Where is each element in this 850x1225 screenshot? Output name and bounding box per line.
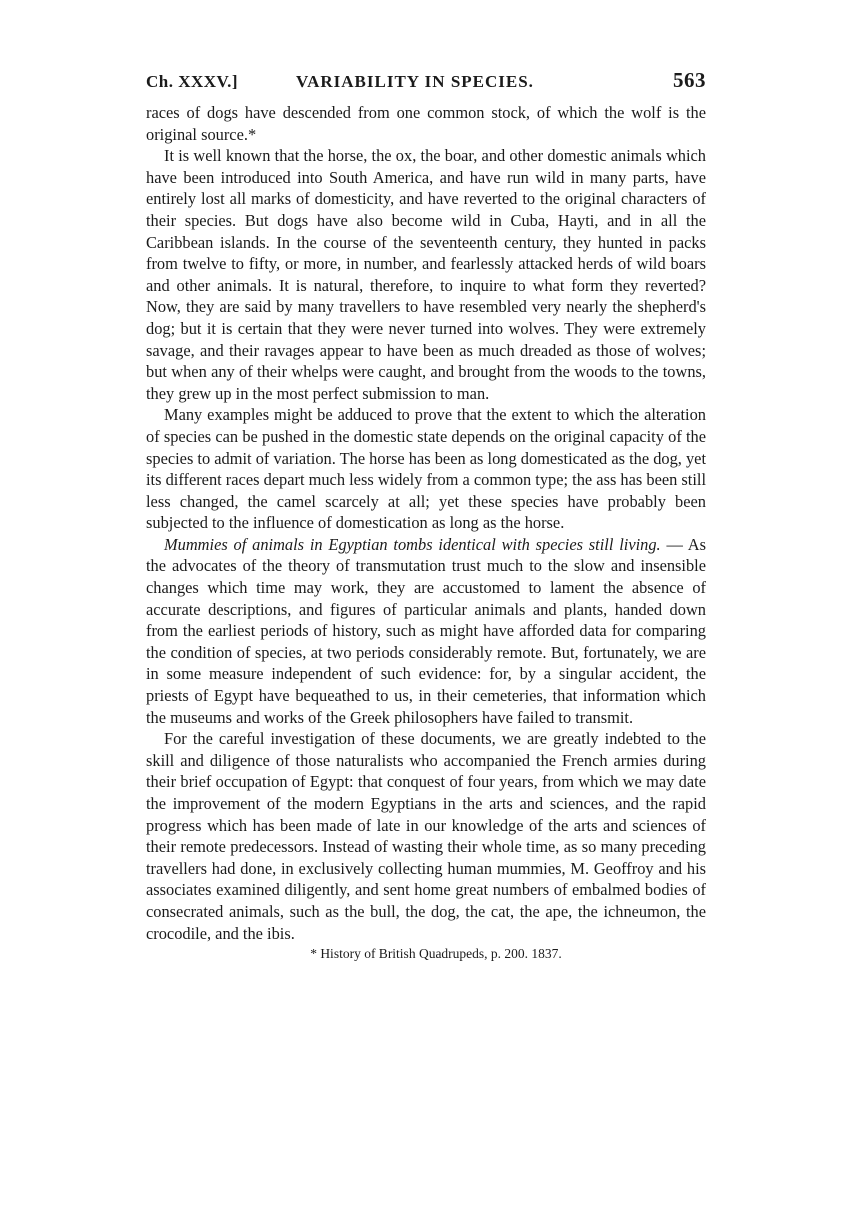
paragraph-continued: races of dogs have descended from one common stock, of which the wolf is the original source.*: [146, 103, 706, 144]
paragraph-mummies: [146, 534, 706, 728]
running-title: VARIABILITY IN SPECIES.: [296, 72, 534, 91]
footnote: * History of British Quadrupeds, p. 200. 1837.: [310, 946, 562, 962]
chapter-label: Ch. XXXV.]: [146, 72, 239, 91]
section-text: — As the advocates of the theory of transmutation trust much to the slow and insensible changes which time may work, they are accustomed to lament the absence of accurate descriptions, and figures of particular animals and plants, handed down from the earliest periods of history, such as might have afforded data for comparing the condition of species, at two periods considerably remote. But, fortunately, we are in some measure independent of such evidence: for, by a singular accident, the priests of Egypt have bequeathed to us, in their cemeteries, that information which the museums and works of the Greek philosophers have failed to transmit.: [146, 534, 706, 727]
paragraph-investigation: For the careful investigation of these documents, we are greatly indebted to the skill and diligence of those naturalists who accompanied the French armies during their brief occupation of Egypt: that conquest of four years, from which we may date the improvement of the modern Egyptians in the arts and sciences, and the rapid progress which has been made of late in our knowledge of the arts and sciences of their remote predecessors. Instead of wasting their whole time, as so many preceding travellers had done, in exclusively collecting human mummies, M. Geoffroy and his associates examined diligently, and sent home great numbers of embalmed bodies of consecrated animals, such as the bull, the dog, the cat, the ape, the ichneumon, the crocodile, and the ibis.: [146, 729, 706, 943]
section-heading: Mummies of animals in Egyptian tombs identical with species still living.: [164, 534, 661, 554]
paragraph-feral-animals: It is well known that the horse, the ox, the boar, and other domestic animals which have been introduced into South America, and have run wild in many parts, have entirely lost all marks of domesticity, and have reverted to the original characters of their species. But dogs have also become wild in Cuba, Hayti, and in all the Caribbean islands. In the course of the seventeenth century, they hunted in packs from twelve to fifty, or more, in number, and fearlessly attacked herds of wild boars and other animals. It is natural, therefore, to inquire to what form they reverted? Now, they are said by many travellers to have resembled very nearly the shepherd's dog; but it is certain that they were never turned into wolves. They were extremely savage, and their ravages appear to have been as much dreaded as those of wolves; but when any of their whelps were caught, and brought from the woods to the towns, they grew up in the most perfect submission to man.: [146, 146, 706, 403]
paragraph-domestication: Many examples might be adduced to prove that the extent to which the alteration of species can be pushed in the domestic state depends on the original capacity of the species to admit of variation. The horse has been as long domesticated as the dog, yet its different races depart much less widely from a common type; the ass has been still less changed, the camel scarcely at all; yet these species have probably been subjected to the influence of domestication as long as the horse.: [146, 405, 707, 533]
running-head: [146, 68, 706, 96]
body-text: [146, 102, 706, 944]
page-number: 563: [673, 68, 706, 92]
book-page: [146, 68, 706, 962]
